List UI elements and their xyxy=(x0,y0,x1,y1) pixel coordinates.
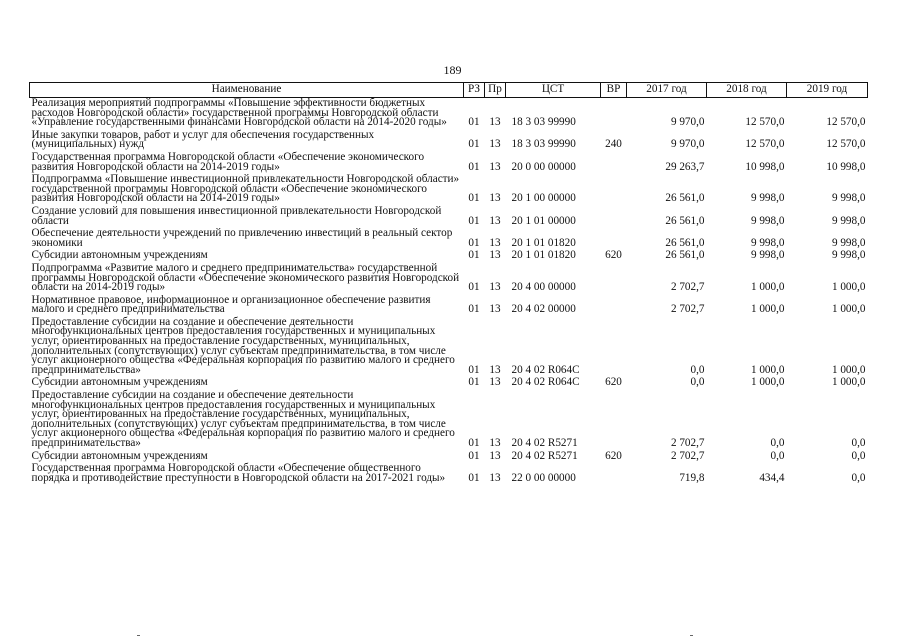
row-2019: 0,0 xyxy=(851,471,866,484)
row-pr: 13 xyxy=(489,138,501,151)
row-vr xyxy=(601,295,627,317)
budget-table xyxy=(29,82,868,485)
row-pr: 13 xyxy=(489,471,501,484)
row-2018: 1 000,0 xyxy=(750,376,785,389)
row-2019: 1 000,0 xyxy=(831,376,866,389)
header-cst: ЦСТ xyxy=(506,83,601,98)
row-pr: 13 xyxy=(489,192,501,205)
row-2019: 0,0 xyxy=(851,449,866,462)
row-2019: 9 998,0 xyxy=(831,249,866,262)
row-rz: 01 xyxy=(468,449,480,462)
row-pr: 13 xyxy=(489,437,501,449)
row-name: Реализация мероприятий подпрограммы «Повышение эффективности бюджетных расходов Новгородской области» государственной программы Новгородской области «Управление государственными финансами Новгородской области на 2014-2020 годы» xyxy=(31,97,447,129)
row-pr: 13 xyxy=(489,236,501,249)
row-2019: 9 998,0 xyxy=(831,214,866,227)
row-vr xyxy=(601,174,627,206)
row-name: Нормативное правовое, информационное и организационное обеспечение развития малого и среднего предпринимательства xyxy=(31,293,431,316)
row-vr xyxy=(601,317,627,378)
row-name: Предоставление субсидии на создание и обеспечение деятельности многофункциональных центров предоставления государственных и муниципальных услуг, ориентированных на предоставление государственных, муниципальных, дополнительных (сопутствующих) услуг субъектам предпринимательства, в том числе услуг акционерного общества «Федеральная корпорация по развитию малого и среднего предпринимательства» xyxy=(31,389,455,449)
row-cst: 18 3 03 99990 xyxy=(511,116,576,129)
row-2019: 10 998,0 xyxy=(826,160,866,173)
row-rz: 01 xyxy=(468,214,480,227)
header-2018: 2018 год xyxy=(707,83,787,98)
row-pr: 13 xyxy=(489,281,501,294)
row-pr: 13 xyxy=(489,363,501,376)
row-2017: 719,8 xyxy=(679,471,705,484)
row-cst: 20 1 01 01820 xyxy=(511,236,576,249)
row-2018: 0,0 xyxy=(770,449,785,462)
table-row xyxy=(30,463,868,485)
table-header xyxy=(30,83,868,98)
header-2019: 2019 год xyxy=(787,83,868,98)
row-2018: 9 998,0 xyxy=(750,192,785,205)
row-vr: 620 xyxy=(605,249,622,262)
row-rz: 01 xyxy=(468,281,480,294)
row-2017: 0,0 xyxy=(690,376,705,389)
row-vr xyxy=(601,390,627,451)
row-rz: 01 xyxy=(468,376,480,389)
page-number: 189 xyxy=(443,63,462,77)
row-cst: 20 0 00 00000 xyxy=(511,160,576,173)
row-2019: 0,0 xyxy=(851,437,866,449)
row-rz: 01 xyxy=(468,471,480,484)
row-cst: 20 4 02 R064C xyxy=(511,376,580,389)
row-name: Государственная программа Новгородской области «Обеспечение общественного порядка и противодействие преступности в Новгородской области на 2017-2021 годы» xyxy=(31,462,446,484)
row-pr: 13 xyxy=(489,376,501,389)
table-row xyxy=(30,152,868,174)
row-cst: 20 4 02 00000 xyxy=(511,303,576,316)
row-name: Подпрограмма «Повышение инвестиционной привлекательности Новгородской области» государственной программы Новгородской области «Обеспечение экономического развития Новгородской области на 2014-2019 годы» xyxy=(31,173,460,205)
row-2018: 1 000,0 xyxy=(750,303,785,316)
row-name: Государственная программа Новгородской области «Обеспечение экономического развития Новгородской области на 2014-2019 годы» xyxy=(31,150,425,173)
row-2018: 0,0 xyxy=(770,437,785,449)
row-rz: 01 xyxy=(468,363,480,376)
row-2017: 2 702,7 xyxy=(670,437,705,449)
row-2017: 2 702,7 xyxy=(670,449,705,462)
row-2017: 26 561,0 xyxy=(665,249,705,262)
header-pr: Пр xyxy=(485,83,506,98)
row-2017: 26 561,0 xyxy=(665,236,705,249)
row-vr: 620 xyxy=(605,449,622,462)
table-row xyxy=(30,295,868,317)
row-2019: 1 000,0 xyxy=(831,303,866,316)
row-vr xyxy=(601,152,627,174)
table-row xyxy=(30,206,868,228)
table-row xyxy=(30,98,868,130)
row-2017: 2 702,7 xyxy=(670,281,705,294)
row-vr: 620 xyxy=(605,376,622,389)
row-rz: 01 xyxy=(468,160,480,173)
row-vr xyxy=(601,463,627,485)
row-2019: 12 570,0 xyxy=(826,116,866,129)
row-2018: 12 570,0 xyxy=(745,138,785,151)
row-2019: 1 000,0 xyxy=(831,281,866,294)
row-name: Иные закупки товаров, работ и услуг для обеспечения государственных (муниципальных) нужд xyxy=(31,128,375,151)
row-vr xyxy=(601,263,627,295)
table-row xyxy=(30,390,868,451)
row-vr xyxy=(601,228,627,250)
row-2017: 9 970,0 xyxy=(670,116,705,129)
row-2017: 9 970,0 xyxy=(670,138,705,151)
row-name: Создание условий для повышения инвестиционной привлекательности Новгородской области xyxy=(31,204,442,227)
header-rz: РЗ xyxy=(464,83,485,98)
row-name: Субсидии автономным учреждениям xyxy=(31,449,208,462)
header-vr: ВР xyxy=(601,83,627,98)
row-rz: 01 xyxy=(468,249,480,262)
row-2017: 0,0 xyxy=(690,363,705,376)
row-2018: 1 000,0 xyxy=(750,281,785,294)
row-2018: 12 570,0 xyxy=(745,116,785,129)
row-cst: 18 3 03 99990 xyxy=(511,138,576,151)
table-row xyxy=(30,228,868,250)
row-2017: 2 702,7 xyxy=(670,303,705,316)
row-2018: 9 998,0 xyxy=(750,249,785,262)
row-vr: 240 xyxy=(605,138,622,151)
row-2019: 9 998,0 xyxy=(831,192,866,205)
row-pr: 13 xyxy=(489,214,501,227)
row-pr: 13 xyxy=(489,249,501,262)
row-2018: 434,4 xyxy=(759,471,785,484)
table-body xyxy=(30,98,868,486)
row-rz: 01 xyxy=(468,138,480,151)
row-cst: 20 1 01 00000 xyxy=(511,214,576,227)
row-rz: 01 xyxy=(468,303,480,316)
row-cst: 20 4 00 00000 xyxy=(511,281,576,294)
row-cst: 20 4 02 R5271 xyxy=(511,437,578,449)
row-rz: 01 xyxy=(468,192,480,205)
row-vr xyxy=(601,98,627,130)
row-name: Предоставление субсидии на создание и обеспечение деятельности многофункциональных центров предоставления государственных и муниципальных услуг, ориентированных на предоставление государственных, муниципальных, дополнительных (сопутствующих) услуг субъектам предпринимательства, в том числе услуг акционерного общества «Федеральная корпорация по развитию малого и среднего предпринимательства» xyxy=(31,315,455,376)
row-cst: 20 1 00 00000 xyxy=(511,192,576,205)
row-cst: 20 1 01 01820 xyxy=(511,249,576,262)
table-row xyxy=(30,317,868,378)
row-2019: 1 000,0 xyxy=(831,363,866,376)
row-pr: 13 xyxy=(489,303,501,316)
row-name: Субсидии автономным учреждениям xyxy=(31,376,208,389)
row-2017: 29 263,7 xyxy=(665,160,705,173)
table-row xyxy=(30,130,868,152)
row-pr: 13 xyxy=(489,116,501,129)
row-rz: 01 xyxy=(468,116,480,129)
row-cst: 22 0 00 00000 xyxy=(511,471,576,484)
row-2017: 26 561,0 xyxy=(665,192,705,205)
table-row xyxy=(30,174,868,206)
table-row xyxy=(30,263,868,295)
row-pr: 13 xyxy=(489,449,501,462)
row-2018: 1 000,0 xyxy=(750,363,785,376)
row-2017: 26 561,0 xyxy=(665,214,705,227)
row-2018: 10 998,0 xyxy=(745,160,785,173)
row-name: Обеспечение деятельности учреждений по привлечению инвестиций в реальный сектор экономики xyxy=(31,227,453,249)
row-name: Субсидии автономным учреждениям xyxy=(31,249,208,262)
row-2018: 9 998,0 xyxy=(750,236,785,249)
header-2017: 2017 год xyxy=(627,83,707,98)
row-name: Подпрограмма «Развитие малого и среднего предпринимательства» государственной программы Новгородской области «Обеспечение экономического развития Новгородской области на 2014-2019 годы» xyxy=(31,261,460,294)
row-2019: 12 570,0 xyxy=(826,138,866,151)
row-vr xyxy=(601,206,627,228)
row-2018: 9 998,0 xyxy=(750,214,785,227)
row-rz: 01 xyxy=(468,437,480,449)
header-name: Наименование xyxy=(30,83,464,98)
page-bottom-marks xyxy=(0,632,905,640)
row-2019: 9 998,0 xyxy=(831,236,866,249)
row-cst: 20 4 02 R5271 xyxy=(511,449,578,462)
row-rz: 01 xyxy=(468,236,480,249)
row-cst: 20 4 02 R064C xyxy=(511,363,580,376)
row-pr: 13 xyxy=(489,160,501,173)
